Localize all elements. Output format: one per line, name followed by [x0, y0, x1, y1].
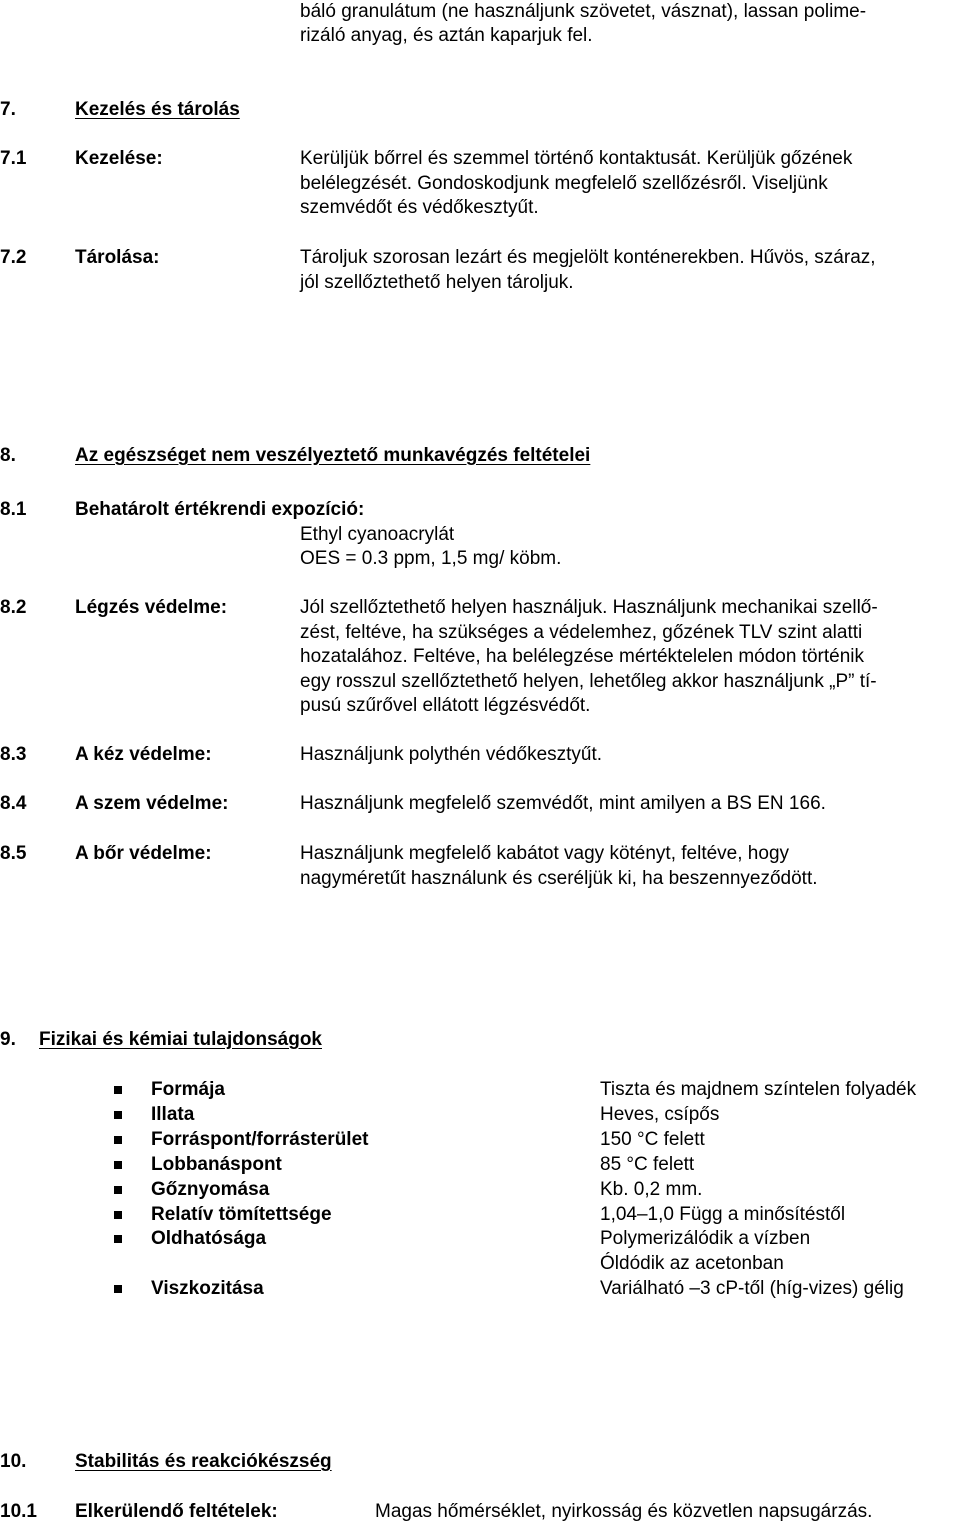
- section-9-number: 9.: [0, 1029, 16, 1050]
- section-8-title: Az egészséget nem veszélyeztető munkavégzés feltételei: [75, 445, 591, 466]
- item-7-2-text: Tároljuk szorosan lezárt és megjelölt konténerekben. Hűvös, száraz,: [300, 247, 876, 268]
- item-7-1-text: szemvédőt és védőkesztyűt.: [300, 197, 539, 218]
- item-8-3-number: 8.3: [0, 744, 27, 765]
- bullet-icon: [114, 1285, 122, 1293]
- property-value: 1,04–1,0 Függ a minősítéstől: [600, 1204, 846, 1225]
- item-10-1-text: Magas hőmérséklet, nyirkosság és közvetlen napsugárzás.: [375, 1501, 873, 1522]
- item-7-1-number: 7.1: [0, 148, 27, 169]
- item-8-5-number: 8.5: [0, 843, 27, 864]
- item-8-1-label: Behatárolt értékrendi expozíció:: [75, 499, 365, 520]
- property-name: Formája: [151, 1079, 225, 1100]
- property-value: Heves, csípős: [600, 1104, 720, 1125]
- property-name: Oldhatósága: [151, 1228, 267, 1249]
- section-9-title: Fizikai és kémiai tulajdonságok: [39, 1029, 322, 1050]
- property-value: Kb. 0,2 mm.: [600, 1179, 703, 1200]
- section-10-number: 10.: [0, 1451, 27, 1472]
- item-7-2-label: Tárolása:: [75, 247, 160, 268]
- item-8-2-text: zést, feltéve, ha szükséges a védelemhez, gőzének TLV szint alatti: [300, 621, 863, 643]
- item-7-1-text: belélegzését. Gondoskodjunk megfelelő szellőzésről. Viseljünk: [300, 172, 828, 194]
- property-name: Forráspont/forrásterület: [151, 1129, 369, 1150]
- item-7-2-number: 7.2: [0, 247, 27, 268]
- item-7-2-text: jól szellőztethető helyen tároljuk.: [300, 271, 574, 293]
- item-8-3-text: Használjunk polythén védőkesztyűt.: [300, 744, 603, 765]
- section-7-number: 7.: [0, 99, 16, 120]
- item-8-3-label: A kéz védelme:: [75, 744, 212, 765]
- intro-line: báló granulátum (ne használjunk szövetet, vásznat), lassan polime-: [300, 1, 867, 22]
- item-8-1-text: OES = 0.3 ppm, 1,5 mg/ köbm.: [300, 548, 562, 569]
- item-8-5-text: nagyméretűt használunk és cseréljük ki, ha beszennyeződött.: [300, 867, 818, 889]
- item-8-4-text: Használjunk megfelelő szemvédőt, mint amilyen a BS EN 166.: [300, 793, 826, 814]
- section-8-number: 8.: [0, 445, 16, 466]
- bullet-icon: [114, 1211, 122, 1219]
- item-8-1-text: Ethyl cyanoacrylát: [300, 523, 455, 545]
- property-value: 85 °C felett: [600, 1154, 695, 1175]
- property-value: Óldódik az acetonban: [600, 1253, 784, 1274]
- property-name: Gőznyomása: [151, 1179, 270, 1200]
- item-8-4-label: A szem védelme:: [75, 793, 229, 814]
- property-name: Illata: [151, 1104, 195, 1125]
- section-10-title: Stabilitás és reakciókészség: [75, 1451, 332, 1472]
- item-8-4-number: 8.4: [0, 793, 27, 814]
- property-value: Tiszta és majdnem színtelen folyadék: [600, 1079, 917, 1100]
- bullet-icon: [114, 1235, 122, 1243]
- item-8-2-text: hozatalához. Feltéve, ha belélegzése mértéktelelen módon történik: [300, 646, 865, 667]
- item-8-2-text: Jól szellőztethető helyen használjuk. Használjunk mechanikai szellő-: [300, 597, 878, 618]
- item-8-2-number: 8.2: [0, 597, 27, 618]
- bullet-icon: [114, 1186, 122, 1194]
- property-name: Relatív tömítettsége: [151, 1204, 332, 1225]
- item-7-1-text: Kerüljük bőrrel és szemmel történő kontaktusát. Kerüljük gőzének: [300, 148, 853, 169]
- item-8-1-number: 8.1: [0, 499, 27, 520]
- section-7-title: Kezelés és tárolás: [75, 99, 240, 120]
- property-name: Viszkozitása: [151, 1278, 264, 1299]
- bullet-icon: [114, 1111, 122, 1119]
- property-value: Variálható –3 cP-től (híg-vizes) gélig: [600, 1278, 904, 1299]
- item-8-5-text: Használjunk megfelelő kabátot vagy kötényt, feltéve, hogy: [300, 843, 790, 864]
- item-7-1-label: Kezelése:: [75, 148, 163, 169]
- item-8-2-label: Légzés védelme:: [75, 597, 228, 618]
- bullet-icon: [114, 1136, 122, 1144]
- property-name: Lobbanáspont: [151, 1154, 282, 1175]
- item-8-2-text: pusú szűrővel ellátott légzésvédőt.: [300, 695, 591, 716]
- property-value: Polymerizálódik a vízben: [600, 1228, 811, 1249]
- bullet-icon: [114, 1161, 122, 1169]
- bullet-icon: [114, 1086, 122, 1094]
- item-8-2-text: egy rosszul szellőztethető helyen, lehetőleg akkor használjunk „P” tí-: [300, 670, 877, 692]
- item-10-1-number: 10.1: [0, 1501, 37, 1522]
- item-8-5-label: A bőr védelme:: [75, 843, 212, 864]
- item-10-1-label: Elkerülendő feltételek:: [75, 1501, 278, 1522]
- property-value: 150 °C felett: [600, 1129, 705, 1150]
- intro-line: rizáló anyag, és aztán kaparjuk fel.: [300, 25, 593, 46]
